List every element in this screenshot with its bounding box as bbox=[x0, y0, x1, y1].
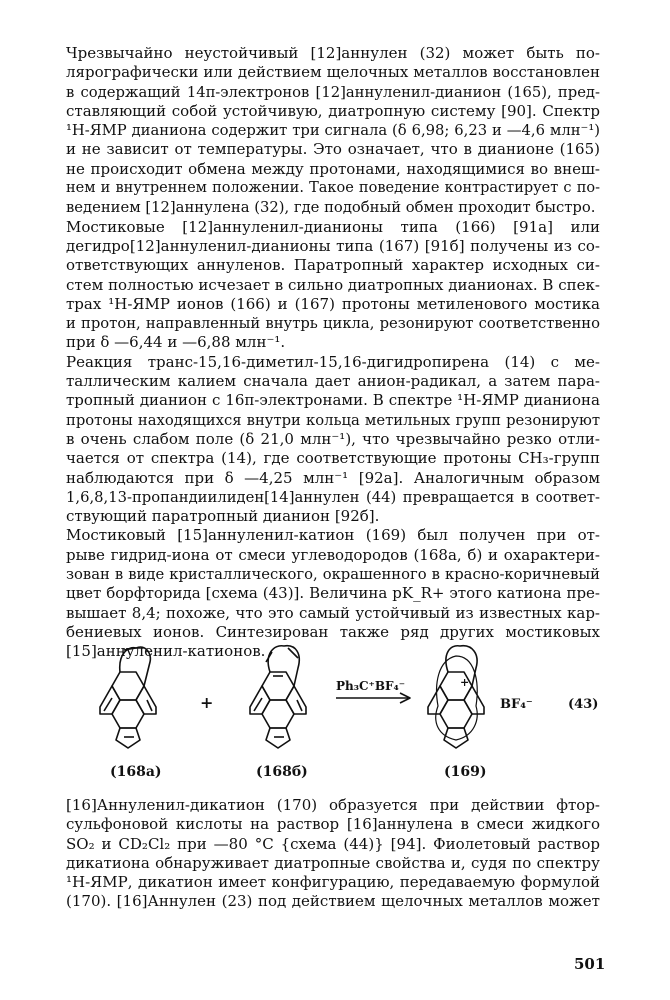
structure-168b bbox=[250, 646, 306, 748]
text-line: 1,6,8,13-пропандиилиден[14]аннулен (44) превращается в соответ- bbox=[66, 488, 600, 506]
text-line: вышает 8,4; похоже, что это самый устойчивый из известных кар- bbox=[66, 603, 600, 622]
cation-charge: + bbox=[460, 676, 470, 689]
text-line: дикатиона обнаруживает диатропные свойства и, судя по спектру bbox=[66, 853, 600, 872]
text-line: трах ¹Н-ЯМР ионов (166) и (167) протоны метиленового мостика bbox=[66, 294, 600, 313]
structure-169 bbox=[428, 646, 484, 748]
counterion-label: BF₄⁻ bbox=[500, 697, 533, 712]
text-line: цвет борфторида [схема (43)]. Величина pK_R+ этого катиона пре- bbox=[66, 584, 600, 603]
text-line: Мостиковые [12]аннуленил-дианионы типа (166) [91а] или bbox=[66, 217, 600, 236]
scheme-number: (43) bbox=[568, 697, 599, 712]
text-line: при δ —6,44 и —6,88 млн⁻¹. bbox=[66, 333, 286, 352]
text-line: протоны находящихся внутри кольца метильных групп резонируют bbox=[66, 411, 600, 429]
text-line: ¹Н-ЯМР, дикатион имеет конфигурацию, передаваемую формулой bbox=[66, 873, 600, 892]
reagent-label: Ph₃C⁺BF₄⁻ bbox=[336, 679, 406, 693]
text-line: тропный дианион с 16π-электронами. В спектре ¹Н-ЯМР дианиона bbox=[66, 391, 600, 410]
plus-sign: + bbox=[200, 693, 214, 712]
text-line: лярографически или действием щелочных металлов восстановлен bbox=[66, 63, 600, 82]
text-line: стем полностью исчезает в сильно диатропных дианионах. В спек- bbox=[66, 275, 600, 294]
text-line: (170). [16]Аннулен (23) под действием щелочных металлов может bbox=[66, 892, 600, 911]
compound-label-169: (169) bbox=[444, 764, 487, 780]
text-line: и не зависит от температуры. Это означает, что в дианионе (165) bbox=[66, 140, 600, 159]
text-line: бениевых ионов. Синтезирован также ряд других мостиковых bbox=[66, 622, 600, 641]
text-line: [15]аннуленил-катионов. bbox=[66, 642, 266, 661]
page-number: 501 bbox=[574, 955, 606, 973]
text-line: ствующий паратропный дианион [92б]. bbox=[66, 507, 380, 526]
text-line: дегидро[12]аннуленил-дианионы типа (167) [91б] получены из со- bbox=[66, 236, 600, 255]
text-line: нем и внутреннем положении. Такое поведение контрастирует с по- bbox=[66, 180, 600, 197]
text-line: Реакция транс-15,16-диметил-15,16-дигидропирена (14) с ме- bbox=[66, 352, 600, 371]
text-line: [16]Аннуленил-дикатион (170) образуется при действии фтор- bbox=[66, 796, 600, 814]
text-line: ответствующих аннуленов. Паратропный характер исходных си- bbox=[66, 256, 600, 275]
body-text-top bbox=[66, 44, 600, 662]
text-line: наблюдаются при δ —4,25 млн⁻¹ [92а]. Аналогичным образом bbox=[66, 468, 600, 487]
text-line: зован в виде кристаллического, окрашенного в красно-коричневый bbox=[66, 566, 600, 584]
structure-168a bbox=[100, 647, 156, 748]
body-text-bottom bbox=[66, 796, 600, 912]
text-line: чается от спектра (14), где соответствующие протоны СН₃-групп bbox=[66, 449, 600, 468]
text-line: и протон, направленный внутрь цикла, резонируют соответственно bbox=[66, 315, 600, 333]
text-line: Чрезвычайно неустойчивый [12]аннулен (32) может быть по- bbox=[66, 44, 600, 62]
text-line: Мостиковый [15]аннуленил-катион (169) был получен при от- bbox=[66, 526, 600, 545]
compound-label-168a: (168а) bbox=[110, 764, 162, 780]
text-line: в содержащий 14π-электронов [12]аннуленил-дианион (165), пред- bbox=[66, 83, 600, 101]
text-line: ¹Н-ЯМР дианиона содержит три сигнала (δ 6,98; 6,23 и —4,6 млн⁻¹) bbox=[66, 122, 600, 140]
text-line: ведением [12]аннулена (32), где подобный обмен проходит быстро. bbox=[66, 199, 596, 217]
text-line: таллическим калием сначала дает анион-радикал, а затем пара- bbox=[66, 372, 600, 391]
text-line: SO₂ и CD₂Cl₂ при —80 °С {схема (44)} [94]. Фиолетовый раствор bbox=[66, 834, 600, 853]
text-line: сульфоновой кислоты на раствор [16]аннулена в смеси жидкого bbox=[66, 815, 600, 834]
text-line: в очень слабом поле (δ 21,0 млн⁻¹), что чрезвычайно резко отли- bbox=[66, 429, 600, 448]
reaction-scheme-43 bbox=[88, 640, 608, 790]
compound-label-168b: (168б) bbox=[256, 764, 308, 780]
text-line: не происходит обмена между протонами, находящимися во внеш- bbox=[66, 159, 600, 178]
text-line: ставляющий собой устойчивую, диатропную систему [90]. Спектр bbox=[66, 101, 600, 120]
text-line: рыве гидрид-иона от смеси углеводородов (168а, б) и охарактери- bbox=[66, 545, 600, 564]
